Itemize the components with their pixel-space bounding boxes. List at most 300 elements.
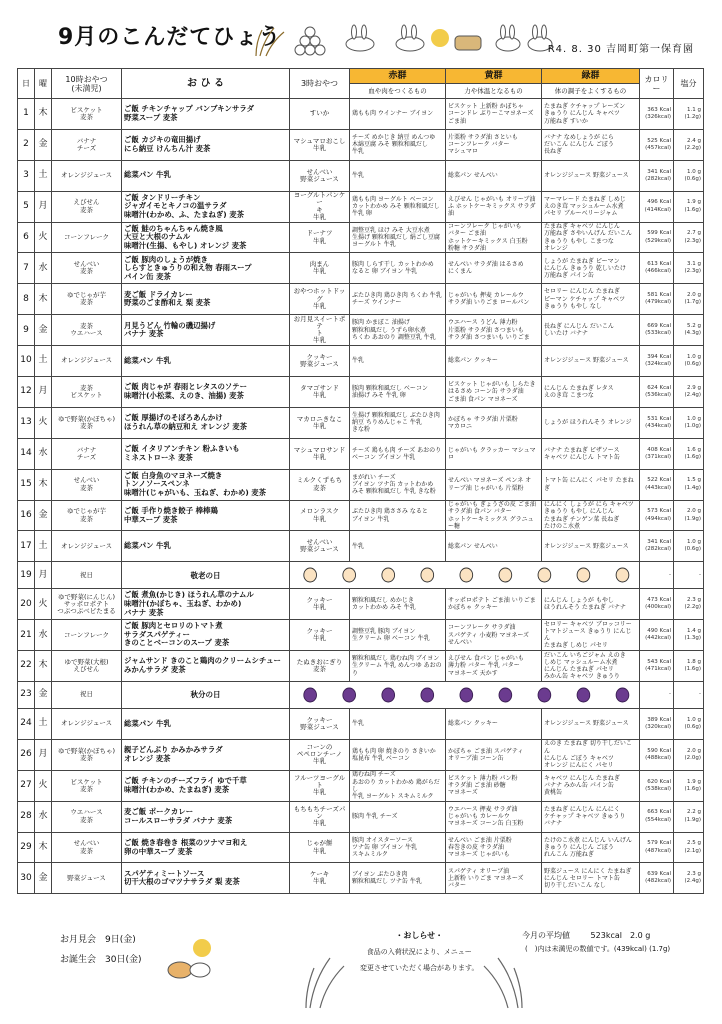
- green-group-cell: たまねぎ ケチャップ レーズン きゅうり にんじん キャベツ 万能ねぎ すいか: [542, 99, 640, 130]
- menu-row: [18, 500, 704, 531]
- red-group-cell: 鶏もも肉 ウインナー ブイヨン: [350, 99, 446, 130]
- green-group-cell: バナナ たまねぎ ピザソース キャベツ にんじん トマト缶: [542, 438, 640, 469]
- salt-cell: 1.0 g (0.6g): [674, 346, 704, 377]
- green-group-cell: オレンジジュース 野菜ジュース: [542, 709, 640, 740]
- col-yellow-group: 黄群: [446, 69, 542, 84]
- weekday-cell: 木: [35, 99, 52, 130]
- col-salt: 塩分: [674, 69, 704, 99]
- red-group-cell: 豚肉 牛乳 チーズ: [350, 801, 446, 832]
- red-group-cell: 鶏むね肉 チーズ あおのり カットわかめ 鶏がらだし 牛乳 ヨーグルト スキムミルク: [350, 770, 446, 801]
- grape-icon: [577, 688, 590, 702]
- weekday-cell: 木: [35, 284, 52, 315]
- face-icon: [538, 568, 551, 582]
- day-cell: 8: [18, 284, 35, 315]
- grape-icon: [460, 688, 473, 702]
- day-cell: 16: [18, 500, 35, 531]
- yellow-group-cell: 片栗粉 サラダ油 さといも コーンフレーク バター マシュマロ: [446, 129, 542, 160]
- grapes-decoration: [292, 686, 637, 704]
- susuki-grass-icon: [256, 28, 284, 56]
- afternoon-snack-cell: ケーキ 牛乳: [290, 863, 350, 894]
- lunch-cell: ご飯 白身魚のマヨネーズ焼き トンノソースペンネ 味噌汁(じゃがいも、玉ねぎ、わかめ) 麦茶: [122, 469, 290, 500]
- morning-snack-cell: せんべい 麦茶: [52, 253, 122, 284]
- lunch-cell: 総菜パン 牛乳: [122, 160, 290, 191]
- day-cell: 26: [18, 739, 35, 770]
- afternoon-snack-cell: クッキー 牛乳: [290, 620, 350, 651]
- calorie-cell: 663 Kcal (554kcal): [640, 801, 674, 832]
- col-green-group: 緑群: [542, 69, 640, 84]
- susuki-grass-icon: [468, 950, 528, 1010]
- green-group-desc: 体の調子をよくするもの: [542, 84, 640, 99]
- afternoon-snack-cell: お月見スイートポテ ト 牛乳: [290, 315, 350, 346]
- red-group-cell: 豚肉 しらす干し カットわかめ なると 卵 ブイヨン 牛乳: [350, 253, 446, 284]
- red-group-cell: 豚肉 顆粒和風だし ベーコン 油揚げ みそ 牛乳 卵: [350, 377, 446, 408]
- green-group-cell: マーマレード たまねぎ しめじ えのき茸 マッシュルーム水煮 パセリ ブルーベリージャム: [542, 191, 640, 222]
- red-group-cell: 生揚げ 顆粒和風だし ぶたひき肉 納豆 ちりめんじゃこ 牛乳 きな粉: [350, 407, 446, 438]
- afternoon-snack-cell: クッキー 牛乳: [290, 589, 350, 620]
- weekday-cell: 金: [35, 315, 52, 346]
- red-group-desc: 血や肉をつくるもの: [350, 84, 446, 99]
- day-cell: 9: [18, 315, 35, 346]
- col-snack-am: 10時おやつ (未満児): [52, 69, 122, 99]
- calorie-cell: -: [640, 682, 674, 709]
- day-cell: 24: [18, 709, 35, 740]
- yellow-group-cell: 総菜パン クッキー: [446, 346, 542, 377]
- green-group-cell: キャベツ にんじん たまねぎ バナナ みかん缶 パイン缶 黄桃缶: [542, 770, 640, 801]
- menu-row: [18, 531, 704, 562]
- yellow-group-cell: じゃがいも ぎょうざの皮 ごま油 サラダ油 食パン バター ホットケーキミックス グラニュー糖: [446, 500, 542, 531]
- face-icon: [421, 568, 434, 582]
- calorie-cell: -: [640, 562, 674, 589]
- weekday-cell: 月: [35, 377, 52, 408]
- menu-row: [18, 589, 704, 620]
- grape-icon: [343, 688, 356, 702]
- weekday-cell: 木: [35, 651, 52, 682]
- green-group-cell: 野菜ジュース にんにく たまねぎ にんじん セロリー トマト缶 切り干しだいこん なし: [542, 863, 640, 894]
- day-cell: 3: [18, 160, 35, 191]
- menu-row: [18, 284, 704, 315]
- salt-cell: 1.0 g (0.6g): [674, 160, 704, 191]
- menu-row: [18, 801, 704, 832]
- yellow-group-cell: コーンフレーク じゃがいも バター ごま油 ホットケーキミックス 白玉粉 粉糖 サラダ油: [446, 222, 542, 253]
- average-value: 523kcal 2.0 g: [590, 931, 651, 940]
- yellow-group-cell: せんべい ごま油 片栗粉 春巻きの皮 サラダ油 マヨネーズ じゃがいも: [446, 832, 542, 863]
- green-group-cell: だいこん いちごジャム えのき しめじ マッシュルーム水煮 にんじん たまねぎ パセリ みかん缶 キャベツ きゅうり: [542, 651, 640, 682]
- holiday-decoration-cell: [290, 562, 640, 589]
- day-cell: 21: [18, 620, 35, 651]
- yellow-group-cell: ウエハース うどん 薄力粉 片栗粉 サラダ油 さつまいも サラダ油 さつまいも いりごま: [446, 315, 542, 346]
- face-icon: [304, 568, 317, 582]
- face-icon: [460, 568, 473, 582]
- weekday-cell: 金: [35, 682, 52, 709]
- calorie-cell: 620 Kcal (538kcal): [640, 770, 674, 801]
- yellow-group-cell: ビスケット じゃがいも しらたき はるさめ コーン缶 サラダ油 ごま油 食パン マヨネーズ: [446, 377, 542, 408]
- salt-cell: 2.7 g (2.3g): [674, 222, 704, 253]
- morning-snack-cell: ビスケット 麦茶: [52, 99, 122, 130]
- holiday-name-cell: 敬老の日: [122, 562, 290, 589]
- weekday-cell: 木: [35, 469, 52, 500]
- yellow-group-cell: 総菜パン せんべい: [446, 160, 542, 191]
- day-cell: 7: [18, 253, 35, 284]
- calorie-cell: 389 Kcal (320kcal): [640, 709, 674, 740]
- morning-snack-cell: ウエハース 麦茶: [52, 801, 122, 832]
- day-cell: 29: [18, 832, 35, 863]
- grape-icon: [382, 688, 395, 702]
- morning-snack-cell: 野菜ジュース: [52, 863, 122, 894]
- green-group-cell: セロリー にんじん たまねぎ ピーマン ケチャップ キャベツ きゅうり もやし なし: [542, 284, 640, 315]
- red-group-cell: 牛乳: [350, 531, 446, 562]
- day-cell: 2: [18, 129, 35, 160]
- red-group-cell: 豚肉 オイスターソース ツナ缶 卵 ブイヨン 牛乳 スキムミルク: [350, 832, 446, 863]
- yellow-group-cell: せんべい サラダ油 はるさめ にくまん: [446, 253, 542, 284]
- lunch-cell: 総菜パン 牛乳: [122, 346, 290, 377]
- red-group-cell: ブイヨン ぶたひき肉 顆粒和風だし ツナ缶 牛乳: [350, 863, 446, 894]
- afternoon-snack-cell: せんべい 野菜ジュース: [290, 531, 350, 562]
- average-note: ( )内は未満児の数値です。(439kcal) (1.7g): [525, 945, 671, 953]
- elder-faces-decoration: [292, 566, 637, 584]
- lunch-cell: 親子どんぶり かみかみサラダ オレンジ 麦茶: [122, 739, 290, 770]
- subtitle: R4. 8. 30 吉岡町第一保育園: [547, 44, 694, 55]
- lunch-cell: ご飯 肉じゃが 春雨とレタスのソテー 味噌汁(小松菜、えのき、油揚) 麦茶: [122, 377, 290, 408]
- salt-cell: 5.2 g (4.3g): [674, 315, 704, 346]
- grape-icon: [538, 688, 551, 702]
- morning-snack-cell: ゆでじゃが芋 麦茶: [52, 500, 122, 531]
- yellow-group-desc: 力や体温となるもの: [446, 84, 542, 99]
- lunch-cell: ご飯 厚揚げのそぼろあんかけ ほうれん草の納豆和え オレンジ 麦茶: [122, 407, 290, 438]
- afternoon-snack-cell: マカロニきなこ 牛乳: [290, 407, 350, 438]
- grape-icon: [304, 688, 317, 702]
- calorie-cell: 543 Kcal (471kcal): [640, 651, 674, 682]
- dango-icon: [295, 27, 325, 55]
- lunch-cell: ご飯 タンドリーチキン ジャガイモとキノコの温サラダ 味噌汁(わかめ、ふ、たまねぎ) 麦茶: [122, 191, 290, 222]
- salt-cell: 2.0 g (2.0g): [674, 739, 704, 770]
- calorie-cell: 522 Kcal (443kcal): [640, 469, 674, 500]
- grape-icon: [499, 688, 512, 702]
- afternoon-snack-cell: クッキー 野菜ジュース: [290, 709, 350, 740]
- morning-snack-cell: 祝日: [52, 562, 122, 589]
- col-red-group: 赤群: [350, 69, 446, 84]
- morning-snack-cell: ゆで野菜(かぼちゃ) 麦茶: [52, 407, 122, 438]
- afternoon-snack-cell: せんべい 野菜ジュース: [290, 160, 350, 191]
- yellow-group-cell: えびせん 食パン じゃがいも 薄力粉 バター 牛乳 バター マヨネーズ 天かす: [446, 651, 542, 682]
- green-group-cell: にんじん しょうが もやし ほうれんそう たまねぎ バナナ: [542, 589, 640, 620]
- morning-snack-cell: コーンフレーク: [52, 620, 122, 651]
- red-group-cell: 鶏もも肉 卵 焼きのり さきいか 塩昆布 牛乳 ベーコン: [350, 739, 446, 770]
- calorie-cell: 473 Kcal (400kcal): [640, 589, 674, 620]
- moon-viewing-illustration: [160, 936, 220, 980]
- weekday-cell: 火: [35, 589, 52, 620]
- morning-snack-cell: ゆで野菜(大根) えびせん: [52, 651, 122, 682]
- calorie-cell: 599 Kcal (529kcal): [640, 222, 674, 253]
- menu-row: [18, 651, 704, 682]
- calorie-cell: 579 Kcal (487kcal): [640, 832, 674, 863]
- day-cell: 28: [18, 801, 35, 832]
- afternoon-snack-cell: クッキー 野菜ジュース: [290, 346, 350, 377]
- yellow-group-cell: 総菜パン せんべい: [446, 531, 542, 562]
- menu-row: [18, 160, 704, 191]
- face-icon: [343, 568, 356, 582]
- red-group-cell: 調整豆乳 ほけ みそ 大豆水煮 生揚げ 顆粒和風だし 絹ごし豆腐 ヨーグルト 牛乳: [350, 222, 446, 253]
- lunch-cell: 総菜パン 牛乳: [122, 531, 290, 562]
- salt-cell: 2.9 g (2.4g): [674, 377, 704, 408]
- yellow-group-cell: かぼちゃ サラダ油 片栗粉 マカロニ: [446, 407, 542, 438]
- day-cell: 23: [18, 682, 35, 709]
- green-group-cell: にんにく しょうが にら キャベツ きゅうり もやし にんじん たまねぎ チンゲン菜 長ねぎ たけのこ水煮: [542, 500, 640, 531]
- col-lunch: お ひ る: [122, 69, 290, 99]
- weekday-cell: 水: [35, 253, 52, 284]
- lunch-cell: ご飯 チキンのチーズフライ ゆで千草 味噌汁(わかめ、たまねぎ) 麦茶: [122, 770, 290, 801]
- col-day: 日: [18, 69, 35, 99]
- face-icon: [499, 568, 512, 582]
- lunch-cell: ご飯 焼き春巻き 根菜のツナマヨ和え 卵の中華スープ 麦茶: [122, 832, 290, 863]
- menu-row: [18, 129, 704, 160]
- lunch-cell: 麦ご飯 ポークカレー コールスローサラダ バナナ 麦茶: [122, 801, 290, 832]
- salt-cell: 1.0 g (1.0g): [674, 407, 704, 438]
- calorie-cell: 394 Kcal (324kcal): [640, 346, 674, 377]
- green-group-cell: オレンジジュース 野菜ジュース: [542, 346, 640, 377]
- holiday-decoration-cell: [290, 682, 640, 709]
- menu-row: [18, 407, 704, 438]
- weekday-cell: 月: [35, 191, 52, 222]
- calorie-cell: 496 Kcal (414Kcal): [640, 191, 674, 222]
- yellow-group-cell: 総菜パン クッキー: [446, 709, 542, 740]
- yellow-group-cell: サッポロポテト ごま油 いりごま かぼちゃ クッキー: [446, 589, 542, 620]
- face-icon: [616, 568, 629, 582]
- page-title: 9月のこんだてひょう: [58, 25, 282, 50]
- grape-icon: [421, 688, 434, 702]
- day-cell: 19: [18, 562, 35, 589]
- morning-snack-cell: ビスケット 麦茶: [52, 770, 122, 801]
- afternoon-snack-cell: タマゴサンド 牛乳: [290, 377, 350, 408]
- col-calorie: カロリー: [640, 69, 674, 99]
- salt-cell: 2.5 g (2.1g): [674, 832, 704, 863]
- salt-cell: 1.9 g (1.6g): [674, 191, 704, 222]
- day-cell: 14: [18, 438, 35, 469]
- calorie-cell: 341 Kcal (282kcal): [640, 160, 674, 191]
- calorie-cell: 639 Kcal (482kcal): [640, 863, 674, 894]
- mortar-icon: [455, 36, 481, 50]
- salt-cell: 1.4 g (1.3g): [674, 620, 704, 651]
- afternoon-snack-cell: もちもちチーズパン 牛乳: [290, 801, 350, 832]
- rabbit-icon: [396, 25, 424, 51]
- red-group-cell: 顆粒和風だし めかじき カットわかめ みそ 牛乳: [350, 589, 446, 620]
- weekday-cell: 月: [35, 739, 52, 770]
- afternoon-snack-cell: 肉まん 牛乳: [290, 253, 350, 284]
- menu-row: [18, 682, 704, 709]
- menu-row: [18, 253, 704, 284]
- notice-title: ・おしらせ・: [395, 931, 444, 940]
- average-label: 今月の平均値: [522, 931, 570, 940]
- afternoon-snack-cell: マシュマロおこし 牛乳: [290, 129, 350, 160]
- weekday-cell: 火: [35, 407, 52, 438]
- morning-snack-cell: えびせん 麦茶: [52, 191, 122, 222]
- day-cell: 20: [18, 589, 35, 620]
- green-group-cell: たけのこ水煮 にんじん いんげん きゅうり にんじん ごぼう れんこん 万能ねぎ: [542, 832, 640, 863]
- day-cell: 15: [18, 469, 35, 500]
- yellow-group-cell: コーンフレーク サラダ油 スパゲティ 小麦粉 マヨネーズ せんべい: [446, 620, 542, 651]
- lunch-cell: ご飯 煮魚(かじき) ほうれん草のナムル 味噌汁(かぼちゃ、玉ねぎ、わかめ) バナナ 麦茶: [122, 589, 290, 620]
- morning-snack-cell: コーンフレーク: [52, 222, 122, 253]
- yellow-group-cell: えびせん じゃがいも オリーブ油 ふ ホットケーキミックス サラダ油: [446, 191, 542, 222]
- calorie-cell: 581 Kcal (479kcal): [640, 284, 674, 315]
- weekday-cell: 土: [35, 709, 52, 740]
- day-cell: 22: [18, 651, 35, 682]
- yellow-group-cell: かぼちゃ ごま油 スパゲティ オリーブ油 コーン缶: [446, 739, 542, 770]
- salt-cell: 2.3 g (2.4g): [674, 863, 704, 894]
- afternoon-snack-cell: マシュマロサンド 牛乳: [290, 438, 350, 469]
- menu-row: [18, 191, 704, 222]
- day-cell: 30: [18, 863, 35, 894]
- menu-row: [18, 739, 704, 770]
- red-group-cell: まがれい チーズ ブイヨン ツナ缶 カットわかめ みそ 顆粒和風だし 牛乳 きな粉: [350, 469, 446, 500]
- menu-row: [18, 562, 704, 589]
- green-group-cell: セロリー キャベツ ブロッコリー トマトジュース きゅうり にんじん たまねぎ しめじ パセリ: [542, 620, 640, 651]
- red-group-cell: 牛乳: [350, 709, 446, 740]
- afternoon-snack-cell: おやつホットドッグ 牛乳: [290, 284, 350, 315]
- green-group-cell: たまねぎ キャベツ にんじん 万能ねぎ さやいんげん だいこん きゅうり もやし こまつな オレンジ: [542, 222, 640, 253]
- rabbit-pounding-icon: [496, 25, 520, 51]
- calorie-cell: 490 Kcal (442kcal): [640, 620, 674, 651]
- lunch-cell: 月見うどん 竹輪の磯辺揚げ バナナ 麦茶: [122, 315, 290, 346]
- menu-row: [18, 377, 704, 408]
- yellow-group-cell: じゃがいも クラッカー マシュマロ: [446, 438, 542, 469]
- afternoon-snack-cell: フルーツヨーグルト 牛乳: [290, 770, 350, 801]
- calorie-cell: 624 Kcal (536kcal): [640, 377, 674, 408]
- red-group-cell: 豚肉 かまぼこ 油揚げ 顆粒和風だし うずら卵水煮 ちくわ あおのり 調整豆乳 牛乳: [350, 315, 446, 346]
- menu-table: [17, 68, 704, 894]
- menu-row: [18, 99, 704, 130]
- afternoon-snack-cell: コーンの ペペロンチーノ 牛乳: [290, 739, 350, 770]
- day-cell: 27: [18, 770, 35, 801]
- morning-snack-cell: バナナ チーズ: [52, 438, 122, 469]
- morning-snack-cell: 麦茶 ウエハース: [52, 315, 122, 346]
- menu-row: [18, 709, 704, 740]
- green-group-cell: にんじん たまねぎ レタス えのき茸 こまつな: [542, 377, 640, 408]
- morning-snack-cell: せんべい 麦茶: [52, 469, 122, 500]
- salt-cell: 1.5 g (1.4g): [674, 469, 704, 500]
- green-group-cell: たまねぎ にんじん にんにく ケチャップ キャベツ きゅうり バナナ: [542, 801, 640, 832]
- notice-line-1: 食品の入荷状況により、メニュー: [366, 948, 472, 956]
- moon-icon: [431, 29, 449, 47]
- morning-snack-cell: オレンジジュース: [52, 709, 122, 740]
- afternoon-snack-cell: ヨーグルトパンケー キ 牛乳: [290, 191, 350, 222]
- lunch-cell: ジャムサンド きのこと鶏肉のクリームシチュー みかんサラダ 麦茶: [122, 651, 290, 682]
- green-group-cell: オレンジジュース 野菜ジュース: [542, 531, 640, 562]
- red-group-cell: 調整豆乳 豚肉 ブイヨン 生クリーム 卵 ベーコン 牛乳: [350, 620, 446, 651]
- calorie-cell: 573 Kcal (494kcal): [640, 500, 674, 531]
- weekday-cell: 水: [35, 801, 52, 832]
- salt-cell: 1.8 g (1.6g): [674, 651, 704, 682]
- lunch-cell: ご飯 豚肉のしょうが焼き しらすときゅうりの和え物 春雨スープ パイン缶 麦茶: [122, 253, 290, 284]
- face-icon: [382, 568, 395, 582]
- day-cell: 1: [18, 99, 35, 130]
- menu-row: [18, 346, 704, 377]
- salt-cell: 1.0 g (0.6g): [674, 531, 704, 562]
- calorie-cell: 341 Kcal (282kcal): [640, 531, 674, 562]
- calorie-cell: 613 Kcal (466kcal): [640, 253, 674, 284]
- yellow-group-cell: ビスケット 薄力粉 パン粉 サラダ油 ごま油 砂糖 マヨネーズ: [446, 770, 542, 801]
- weekday-cell: 水: [35, 438, 52, 469]
- salt-cell: 1.9 g (1.6g): [674, 770, 704, 801]
- yellow-group-cell: せんべい マヨネーズ ペンネ オ リーブ油 じゃがいも 片栗粉: [446, 469, 542, 500]
- morning-snack-cell: オレンジジュース: [52, 531, 122, 562]
- green-group-cell: バナナ なめしょうが にら だいこん にんじん ごぼう 長ねぎ: [542, 129, 640, 160]
- grape-icon: [616, 688, 629, 702]
- lunch-cell: 麦ご飯 ドライカレー 野菜のごま酢和え 梨 麦茶: [122, 284, 290, 315]
- menu-row: [18, 863, 704, 894]
- yellow-group-cell: ウエハース 押麦 サラダ油 じゃがいも カレールウ マヨネーズ コーン缶 白玉粉: [446, 801, 542, 832]
- afternoon-snack-cell: メロンラスク 牛乳: [290, 500, 350, 531]
- salt-cell: 1.1 g (1.2g): [674, 99, 704, 130]
- morning-snack-cell: ゆで野菜(かぼちゃ) 麦茶: [52, 739, 122, 770]
- salt-cell: 1.6 g (1.6g): [674, 438, 704, 469]
- salt-cell: 2.3 g (2.2g): [674, 589, 704, 620]
- menu-row: [18, 438, 704, 469]
- red-group-cell: 牛乳: [350, 160, 446, 191]
- col-dow: 曜: [35, 69, 52, 99]
- rabbit-icon: [346, 25, 374, 51]
- weekday-cell: 火: [35, 222, 52, 253]
- salt-cell: 3.1 g (2.3g): [674, 253, 704, 284]
- weekday-cell: 土: [35, 160, 52, 191]
- red-group-cell: チーズ めかじき 納豆 めんつゆ 木綿豆腐 みそ 顆粒和風だし 牛乳: [350, 129, 446, 160]
- menu-row: [18, 770, 704, 801]
- morning-snack-cell: せんべい 麦茶: [52, 832, 122, 863]
- afternoon-snack-cell: ドーナツ 牛乳: [290, 222, 350, 253]
- lunch-cell: ご飯 カジキの竜田揚げ にら納豆 けんちん汁 麦茶: [122, 129, 290, 160]
- menu-row: [18, 222, 704, 253]
- salt-cell: 2.4 g (2.2g): [674, 129, 704, 160]
- day-cell: 13: [18, 407, 35, 438]
- afternoon-snack-cell: じゃが餅 牛乳: [290, 832, 350, 863]
- weekday-cell: 水: [35, 620, 52, 651]
- salt-cell: 2.0 g (1.9g): [674, 500, 704, 531]
- lunch-cell: ご飯 鮭のちゃんちゃん焼き風 大豆と大根のナムル 味噌汁(生揚、もやし) オレンジ 麦茶: [122, 222, 290, 253]
- red-group-cell: ぶたひき肉 鶏ささみ なると ブイヨン 牛乳: [350, 500, 446, 531]
- day-cell: 10: [18, 346, 35, 377]
- events-note: お月見会 9日(金) お誕生会 30日(金): [60, 935, 142, 965]
- morning-snack-cell: ゆで野菜(にんじん) サッポロポテト つぶつぶベビたまる: [52, 589, 122, 620]
- green-group-cell: しょうが たまねぎ ピーマン にんじん きゅうり 乾しいたけ 万能ねぎ パイン缶: [542, 253, 640, 284]
- yellow-group-cell: じゃがいも 押麦 カレールウ サラダ油 いりごま ロールパン: [446, 284, 542, 315]
- salt-cell: 1.0 g (0.6g): [674, 709, 704, 740]
- notice-box: [360, 930, 478, 973]
- red-group-cell: 鶏もも肉 ヨーグルト ベーコン カットわかめ みそ 顆粒和風だし 牛乳 卵: [350, 191, 446, 222]
- weekday-cell: 火: [35, 770, 52, 801]
- calorie-cell: 531 Kcal (434kcal): [640, 407, 674, 438]
- monthly-average: [522, 930, 650, 942]
- menu-row: [18, 832, 704, 863]
- face-icon: [577, 568, 590, 582]
- weekday-cell: 木: [35, 832, 52, 863]
- susuki-grass-icon: [300, 950, 360, 1010]
- calorie-cell: 669 Kcal (533kcal): [640, 315, 674, 346]
- lunch-cell: ご飯 チキンチャップ バンブキンサラダ 野菜スープ 麦茶: [122, 99, 290, 130]
- green-group-cell: しょうが ほうれんそう オレンジ: [542, 407, 640, 438]
- calorie-cell: 590 Kcal (488kcal): [640, 739, 674, 770]
- notice-line-2: 変更させていただく場合があります。: [360, 964, 479, 972]
- afternoon-snack-cell: たぬきおにぎり 麦茶: [290, 651, 350, 682]
- calorie-cell: 363 Kcal (326kcal): [640, 99, 674, 130]
- green-group-cell: 長ねぎ にんじん だいこん しいたけ バナナ: [542, 315, 640, 346]
- salt-cell: 2.0 g (1.7g): [674, 284, 704, 315]
- afternoon-snack-cell: すいか: [290, 99, 350, 130]
- yellow-group-cell: ビスケット 上新粉 かぼちゃ コーンドレ ぶりーこマヨネーズ ごま油: [446, 99, 542, 130]
- salt-cell: 2.2 g (1.9g): [674, 801, 704, 832]
- weekday-cell: 土: [35, 346, 52, 377]
- menu-row: [18, 315, 704, 346]
- green-group-cell: オレンジジュース 野菜ジュース: [542, 160, 640, 191]
- day-cell: 6: [18, 222, 35, 253]
